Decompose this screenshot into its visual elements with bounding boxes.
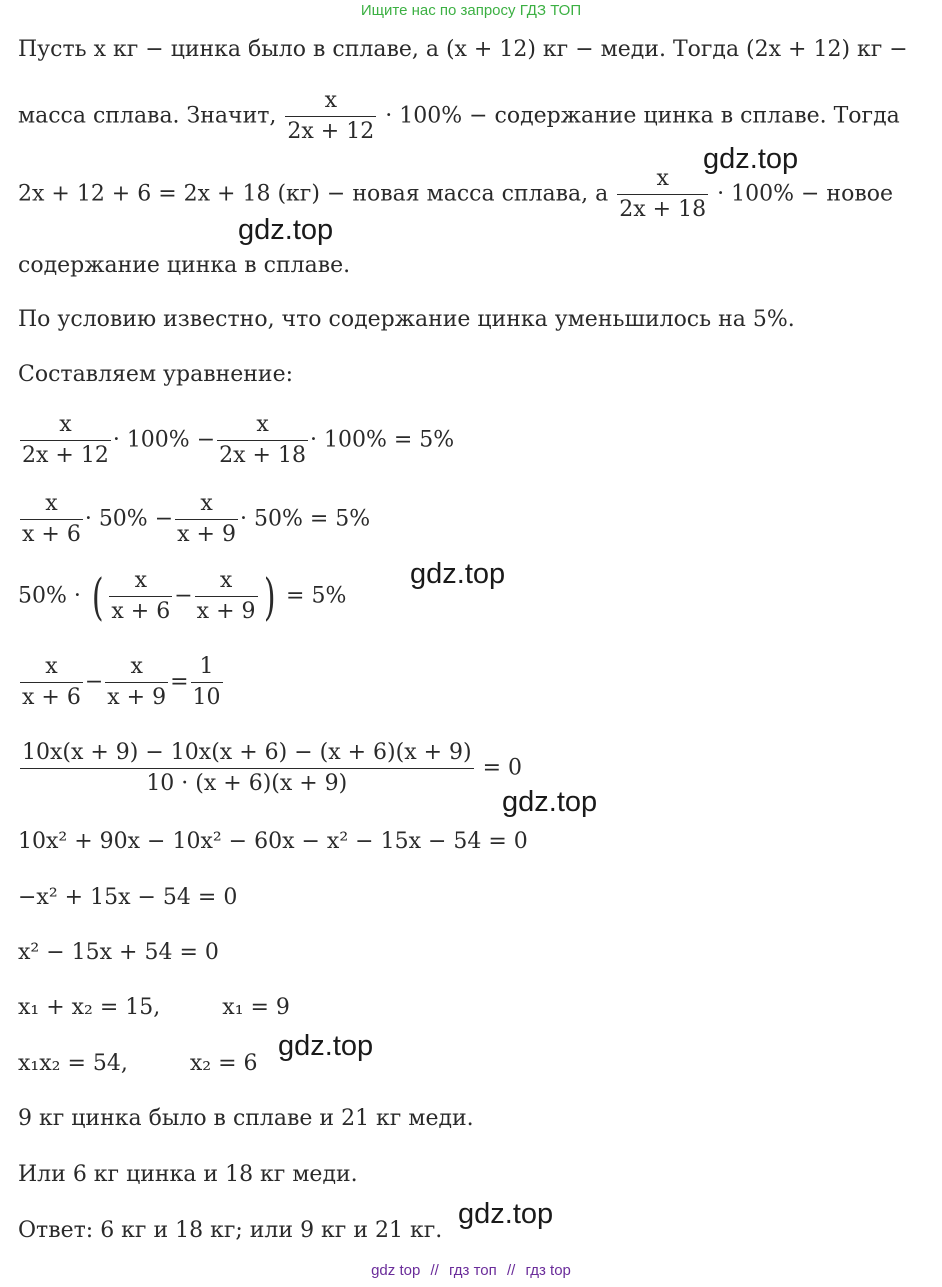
- numerator: x: [20, 652, 83, 683]
- fraction: [195, 566, 258, 627]
- numerator: x: [217, 410, 308, 441]
- eq-op: −: [84, 669, 104, 695]
- denominator: 10: [192, 685, 221, 710]
- right-paren: ): [263, 567, 276, 626]
- equation-3: [18, 566, 346, 627]
- text-line-4: содержание цинка в сплаве.: [18, 253, 351, 278]
- equation-6: 10x² + 90x − 10x² − 60x − x² − 15x − 54 = 0: [18, 829, 528, 854]
- footer-link[interactable]: гдз топ: [449, 1262, 497, 1279]
- fraction: [285, 86, 376, 147]
- text-line-3-post: · 100% − новое: [717, 181, 893, 207]
- fraction: [20, 652, 83, 713]
- footer-links: [0, 1262, 942, 1279]
- fraction: [105, 652, 168, 713]
- fraction: [617, 164, 708, 225]
- watermark: gdz.top: [238, 214, 334, 246]
- footer-link[interactable]: гдз top: [525, 1262, 571, 1279]
- fraction: [109, 566, 172, 627]
- vieta-product: x₁x₂ = 54,: [18, 1051, 128, 1076]
- text-line-1: Пусть x кг − цинка было в сплаве, а (x + 12) кг − меди. Тогда (2x + 12) кг −: [18, 37, 908, 62]
- top-banner[interactable]: Ищите нас по запросу ГДЗ ТОП: [360, 2, 582, 19]
- eq-rhs: = 0: [482, 755, 523, 781]
- denominator: x + 6: [111, 599, 171, 624]
- answer-line-1: 9 кг цинка было в сплаве и 21 кг меди.: [18, 1106, 474, 1131]
- numerator: x: [195, 566, 258, 597]
- fraction: [175, 489, 238, 550]
- text-line-6: Составляем уравнение:: [18, 362, 294, 387]
- fraction: [20, 738, 474, 799]
- denominator: 2x + 18: [219, 443, 306, 468]
- denominator: x + 6: [22, 522, 81, 547]
- eq-prefix: 50% ·: [18, 583, 81, 609]
- numerator: x: [285, 86, 376, 117]
- watermark: gdz.top: [458, 1198, 554, 1230]
- denominator: x + 6: [22, 685, 81, 710]
- equation-9: [18, 994, 290, 1022]
- numerator: x: [109, 566, 172, 597]
- vieta-sum: x₁ + x₂ = 15,: [18, 995, 161, 1020]
- denominator: 2x + 18: [619, 197, 707, 222]
- denominator: x + 9: [196, 599, 256, 624]
- text-line-3-pre: 2x + 12 + 6 = 2x + 18 (кг) − новая масса сплава, а: [18, 181, 609, 207]
- text-line-2-post: · 100% − содержание цинка в сплаве. Тогда: [385, 103, 900, 129]
- denominator: x + 9: [107, 685, 167, 710]
- equation-1: [18, 410, 454, 471]
- denominator: 2x + 12: [287, 119, 375, 144]
- text-line-2: [18, 86, 900, 147]
- numerator: x: [617, 164, 708, 195]
- watermark: gdz.top: [410, 558, 506, 590]
- equation-4: [18, 652, 225, 713]
- answer-line-3: Ответ: 6 кг и 18 кг; или 9 кг и 21 кг.: [18, 1218, 443, 1243]
- numerator: x: [20, 410, 111, 441]
- footer-separator: //: [506, 1262, 516, 1279]
- numerator: 1: [191, 652, 223, 683]
- denominator: 2x + 12: [22, 443, 109, 468]
- numerator: x: [105, 652, 168, 683]
- numerator: 10x(x + 9) − 10x(x + 6) − (x + 6)(x + 9): [20, 738, 474, 769]
- fraction: [20, 489, 83, 550]
- eq-op: −: [174, 583, 193, 609]
- equation-10: [18, 1050, 258, 1078]
- equation-5: [18, 738, 522, 799]
- denominator: x + 9: [177, 522, 236, 547]
- fraction: [191, 652, 223, 713]
- eq-rhs: · 50% = 5%: [239, 506, 371, 532]
- numerator: x: [175, 489, 238, 520]
- denominator: 10 · (x + 6)(x + 9): [146, 771, 348, 796]
- equation-8: x² − 15x + 54 = 0: [18, 940, 219, 965]
- eq-op: · 100% −: [112, 427, 216, 453]
- eq-equals: =: [170, 669, 189, 695]
- eq-rhs: = 5%: [286, 583, 347, 609]
- answer-line-2: Или 6 кг цинка и 18 кг меди.: [18, 1162, 358, 1187]
- fraction: [20, 410, 111, 471]
- text-line-5: По условию известно, что содержание цинка уменьшилось на 5%.: [18, 307, 795, 332]
- footer-link[interactable]: gdz top: [371, 1262, 421, 1279]
- eq-op: · 50% −: [84, 506, 174, 532]
- watermark: gdz.top: [278, 1030, 374, 1062]
- root-2: x₂ = 6: [189, 1051, 258, 1076]
- left-paren: (: [91, 567, 104, 626]
- equation-2: [18, 489, 370, 550]
- footer-separator: //: [430, 1262, 439, 1279]
- numerator: x: [20, 489, 83, 520]
- watermark: gdz.top: [502, 786, 598, 818]
- text-line-2-pre: масса сплава. Значит,: [18, 103, 277, 129]
- equation-7: −x² + 15x − 54 = 0: [18, 885, 238, 910]
- fraction: [217, 410, 308, 471]
- eq-rhs: · 100% = 5%: [309, 427, 455, 453]
- root-1: x₁ = 9: [222, 995, 290, 1020]
- watermark: gdz.top: [703, 143, 799, 175]
